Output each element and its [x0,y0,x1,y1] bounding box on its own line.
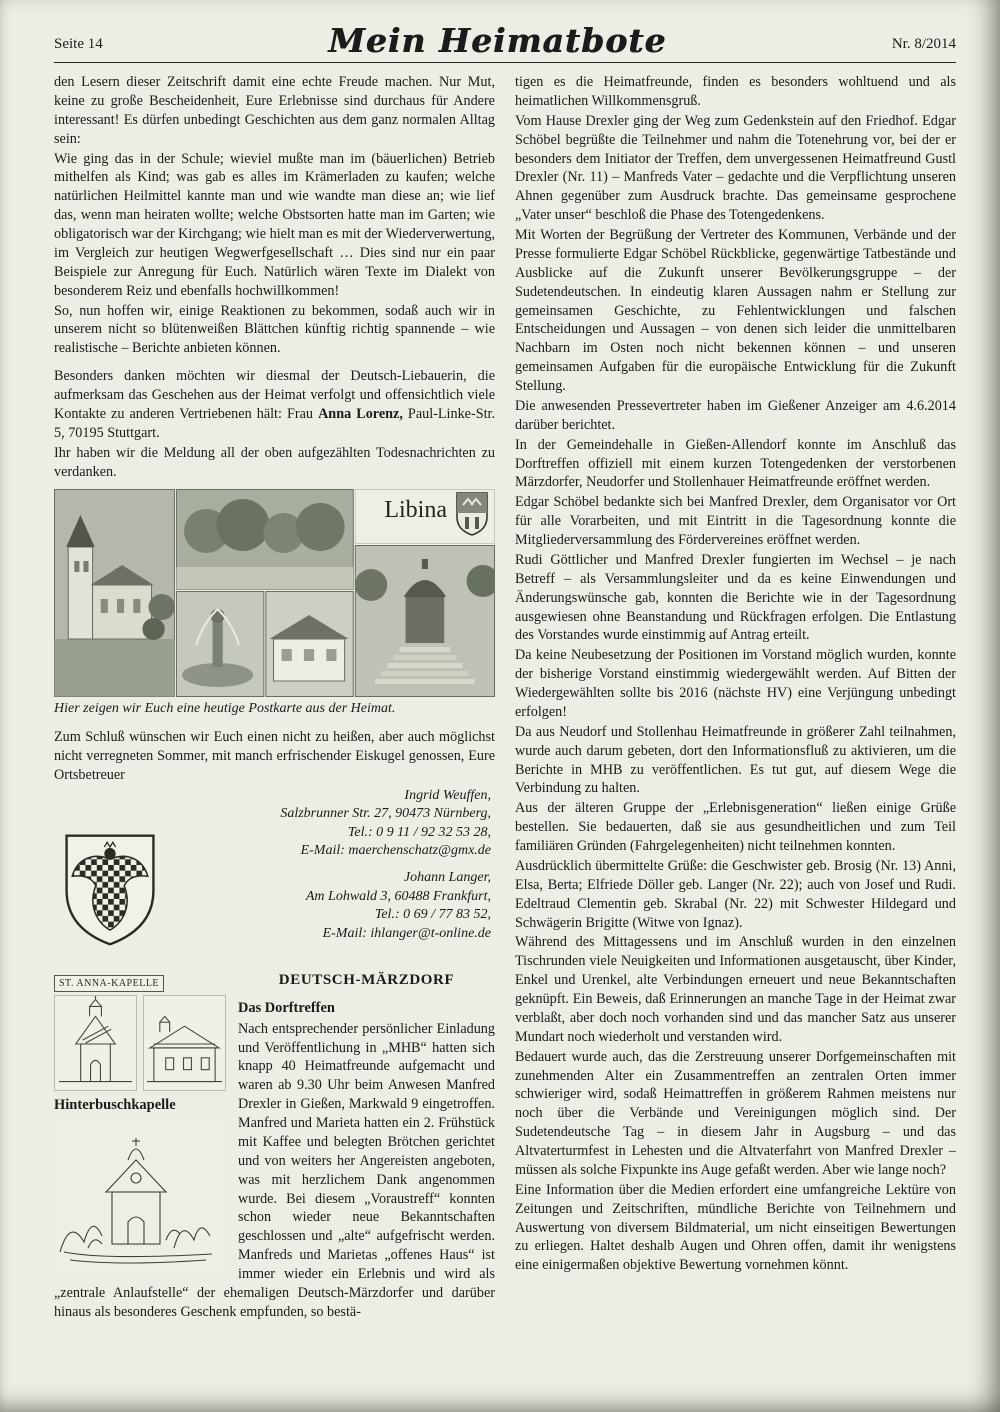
header-divider [54,62,956,63]
thanks-text-after: Paul-Linke-Str. 5, 70195 Stuttgart. [54,405,496,441]
paragraph: Mit Worten der Begrüßung der Vertreter des Kommunen, Verbände und der Presse formulierte Edgar Schöbel Rückblicke, gegenwärtige Tatbestände und Ausblicke auf die Zukunft unserer Bevölkerungsgruppe – der Sudetendeutschen. In eindeutig klaren Aussagen nahm er Stellung zur gemeinsamen Geschichte, zu Fehlentwicklungen und falschen Entscheidungen und Aussagen – von denen sich leider die unmittelbaren Nachbarn im Osten noch nicht bekennen können – und unseren gemeinsamen Aufgaben für die europäische Entwicklung für die Zukunft Stellung. [515,227,956,394]
contact-phone: Tel.: 0 69 / 77 83 52, [374,907,491,923]
contact-email: E-Mail: maerchenschatz@gmx.de [300,843,491,859]
section-deutsch-maerzdorf [54,971,495,1322]
paragraph: Rudi Göttlicher und Manfred Drexler fungierten im Wechsel – je nach Betreff – als Versammlungsleiter und da es keine Einwendungen und Änderungswünsche gab, konnten die Berichte wie in der Tagesordnung ausgewiesen ohne Beanstandung und Rückfragen erfolgen. Die Entlastung des Vorstandes wurde einstimmig auf Antrag erteilt. [515,551,956,644]
paragraph: Vom Hause Drexler ging der Weg zum Gedenkstein auf den Friedhof. Edgar Schöbel begrüßte die Teilnehmer und nahm die Totenehrung vor, bei der er besonders dem Initiator der Treffen, dem unvergessenen Heimatfreund Gustl Drexler (Nr. 11) – Manfreds Vater – gedachte und die Verpflichtung unseren Ahnen gegenüber zum Ausdruck brachte. Das gemeinsame gesprochene „Vater unser“ beschloß die Phase des Totengedenkens. [515,112,956,224]
contact-address: Salzbrunner Str. 27, 90473 Nürnberg, [280,806,491,822]
chapel-top-label: ST. ANNA-KAPELLE [54,975,164,992]
paragraph: Edgar Schöbel bedankte sich bei Manfred Drexler, dem Organisator vor Ort für alle Vorarbeiten, und mit Eintritt in die Tagesordnung konnte die Mitgliederversammlung des Fördervereines eröffnet werden. [515,494,956,548]
paragraph: Während des Mittagessens und im Anschluß wurden in den einzelnen Tischrunden viele Neuigkeiten und Informationen ausgetauscht, über Kinder, Enkel und Urenkel, alte Verbindungen erneuert und neue Bekanntschaften geknüpft. Ein Beweis, daß Erinnerungen an manche Tage in der Heimat zwar verblaßt, aber doch noch vorhanden sind und das mancher Satz aus unserer Mundart noch wiederholt und verstanden wird. [515,934,956,1045]
left-column [54,73,495,1323]
chapel-drawings [54,973,226,1276]
issue-number: Nr. 8/2014 [891,36,956,52]
chapel-side-drawing [143,995,226,1091]
checkered-eagle-coat-of-arms-icon [62,831,158,949]
paragraph: Aus der älteren Gruppe der „Erlebnisgeneration“ ließen einige Grüße bestellen. Sie bedauerten, daß sie aus gesundheitlichen und zum Teil familiären Gründen (Fahrgelegenheiten) nicht teilnehmen konnten. [515,800,956,854]
contact-person-name: Anna Lorenz, [318,405,403,422]
paragraph: Eine Information über die Medien erfordert eine umfangreiche Lektüre von Zeitungen und Zeitschriften, mündliche Berichte von Teilnehmern und Auswertung von diversem Bildmaterial, um nicht einseitigen Bewertungen zu erliegen. Haltet deshalb Augen und Ohren offen, damit ihr wenigstens eine einigermaßen objektive Bewertung vornehmen könnt. [515,1181,956,1274]
libina-coat-of-arms-icon [455,491,489,537]
hinterbusch-chapel-sketch [54,1120,222,1270]
contact-phone: Tel.: 0 9 11 / 92 32 53 28, [347,824,491,840]
thanks-text: Besonders danken möchten wir diesmal der Deutsch-Liebauerin, die aufmerksam das Geschehen aus der Heimat verfolgt und offensichtlich viele Kontakte zu anderen Vertriebenen hält: Frau [54,368,495,422]
section-subtitle: Das Dorftreffen [238,999,335,1016]
paragraph: tigen es die Heimatfreunde, finden es besonders wohltuend und als heimatlichen Willkommensgruß. [515,74,956,109]
paragraph: So, nun hoffen wir, einige Reaktionen zu bekommen, sodaß auch wir in unserem nicht so blütenweißen Blättchen künftig richtig spannende – wie realistische – Berichte anbieten können. [54,302,495,357]
postcard-caption: Hier zeigen wir Euch eine heutige Postkarte aus der Heimat. [54,701,396,717]
chapel-bottom-label: Hinterbuschkapelle [54,1096,176,1113]
contacts-block [54,787,495,963]
page-number: Seite 14 [54,36,103,52]
paragraph: Da aus Neudorf und Stollenhau Heimatfreunde in größerer Zahl teilnahmen, wurde auch darum gebeten, dort den Informationsfluß zu aktivieren, um die Berichte in MHB zu veröffentlichen. Es tut gut, auf diesem Wege die Verbindung zu halten. [515,723,956,797]
section-title: DEUTSCH-MÄRZDORF [278,971,455,988]
postcard-montage [54,489,495,697]
paragraph: Da keine Neubesetzung der Positionen im Vorstand möglich wurden, konnte der bisherige Vorstand einstimmig wiedergewählt werden. Auf Bitten der Wiedergewählten sollte bis 2016 (nächste HV) eine Verjüngung unbedingt erfolgen! [515,647,956,720]
chapel-front-drawing [54,995,137,1091]
paragraph: Ausdrücklich übermittelte Grüße: die Geschwister geb. Brosig (Nr. 13) Anni, Elsa, Berta; Elfriede Döller geb. Langer (Nr. 22); auch von Josef und Rudi. Edeltraud Clementin geb. Skrabal (Nr. 22) mit Schwester Hildegard und Schwägerin Brigitte (Witwe von Ignaz). [515,857,956,931]
page-header [54,21,956,60]
section-body: Nach entsprechender persönlicher Einladung und Veröffentlichung in „MHB“ hatten sich knapp 40 Heimatfreunde aufgemacht und waren ab 9.30 Uhr beim Anwesen Manfred Drexler in Gießen, Markwald 9 eingetroffen. Manfred und Marieta hatten ein 2. Frühstück mit Kaffee und belegten Brötchen gerichtet und von weiters her Angereisten angeboten, was mit herzlichem Dank angenommen wurde. Bei diesem „Voraustreff“ konnten schon wieder neue Bekanntschaften geschlossen und „alte“ aufgefrischt werden. Manfreds und Marietas „offenes Haus“ ist immer wieder ein Erlebnis und wird als „zentrale Anlaufstelle“ der ehemaligen Deutsch-Märzdorfer und darüber hinaus als besonderes Geschenk empfunden, so bestä- [54,1020,495,1320]
paragraph: Ihr haben wir die Meldung all der oben aufgezählten Todesnachrichten zu verdanken. [54,444,495,480]
paragraph: den Lesern dieser Zeitschrift damit eine echte Freude machen. Nur Mut, keine zu große Bescheidenheit, Eure Erlebnisse sind durchaus für Andere interessant! Es dürfen unbedingt Geschichten aus dem ganz normalen Alltag sein: [54,74,495,147]
paragraph-thanks [54,367,495,443]
contact-name: Johann Langer, [403,870,491,886]
masthead-title: Mein Heimatbote [328,21,667,60]
paragraph: Bedauert wurde auch, das die Zerstreuung unserer Dorfgemeinschaften mit zunehmenden Alter ein Zusammentreffen an zentralen Orten immer schwieriger wird, sodaß Heimattreffen in größerem Rahmen meistens nur noch über die Verbände und Vereinigungen möglich sind. Der Sudetendeutsche Tag – in diesem Jahr in Augsburg – und das Altvaterturmfest in Lehesten und die Altvaterfahrt von Manfred Drexler – müssen als solche Fixpunkte ins Auge gefaßt werden. Aber wie lange noch? [515,1048,956,1178]
contact-name: Ingrid Weuffen, [404,787,491,803]
postcard-town-name: Libina [384,497,447,524]
two-column-layout [54,73,956,1323]
paragraph: In der Gemeindehalle in Gießen-Allendorf konnte im Anschluß das Dorftreffen offiziell mit einem kurzen Totengedenken der verstorbenen Märzdorfer, Neudorfer und Stollenhauer Heimatfreunde eröffnet werden. [515,436,956,491]
paragraph: Wie ging das in der Schule; wieviel mußte man im (bäuerlichen) Betrieb mithelfen als Kind; was gab es alles im Krämerladen zu kaufen; welche natürlichen Heilmittel kannte man und wie wandte man diese an; wie lief das, wenn man heiraten wollte; welche Obstsorten hatte man im Garten; wie obligatorisch war der Kirchgang; wie hielt man es mit der Wiederverwertung, im Vergleich zur heutigen Wegwerfgesellschaft … Dies sind nur ein paar Beispiele zur Anregung für Euch. Natürlich wären Texte im Dialekt von besonderem Reiz und ebenfalls hochwillkommen! [54,150,495,299]
contact-address: Am Lohwald 3, 60488 Frankfurt, [305,888,491,904]
paragraph: Die anwesenden Pressevertreter haben im Gießener Anzeiger am 4.6.2014 darüber berichtet. [515,397,956,433]
right-column [515,73,956,1323]
paragraph-closing: Zum Schluß wünschen wir Euch einen nicht zu heißen, aber auch möglichst nicht verregneten Sommer, mit manch erfrischender Eiskugel genossen, Eure Ortsbetreuer [54,728,495,783]
contact-email: E-Mail: ihlanger@t-online.de [322,925,491,941]
chapel-line-drawings [54,995,226,1091]
